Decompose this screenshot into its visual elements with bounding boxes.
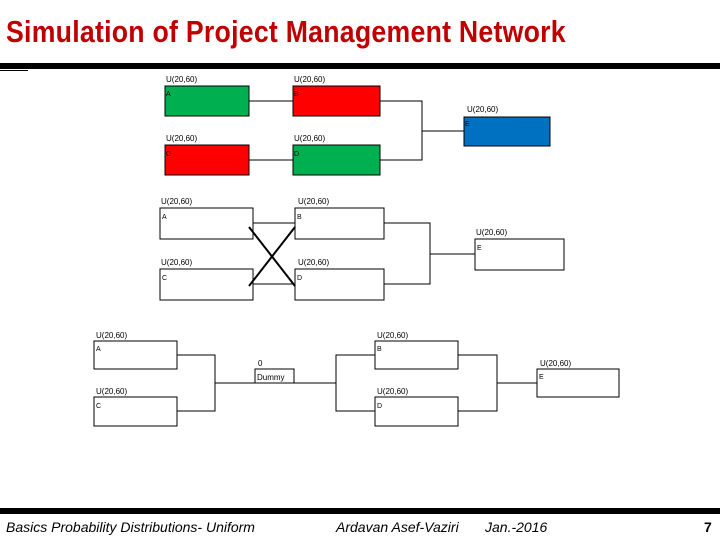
n3-e-name: E — [539, 374, 544, 381]
n2-b-dist: U(20,60) — [298, 197, 330, 206]
n2-e-name: E — [477, 245, 482, 252]
n3-c-dist: U(20,60) — [96, 387, 128, 396]
activity-a-box — [94, 341, 177, 369]
n1-d-name: D — [294, 151, 300, 158]
n3-d-dist: U(20,60) — [377, 387, 409, 396]
n1-e-name: E — [465, 121, 470, 128]
footer-author: Ardavan Asef-Vaziri — [336, 519, 459, 535]
n2-d-name: D — [297, 275, 303, 282]
network-1 — [165, 86, 550, 175]
activity-a-box — [165, 86, 249, 116]
n2-e-dist: U(20,60) — [476, 228, 508, 237]
page-number: 7 — [704, 519, 712, 535]
slide-title: Simulation of Project Management Network — [6, 14, 566, 49]
n3-dummy-name: Dummy — [257, 373, 285, 382]
n2-c-dist: U(20,60) — [161, 258, 193, 267]
n3-dummy-value: 0 — [258, 359, 263, 368]
activity-c-box — [160, 269, 253, 300]
n3-b-name: B — [377, 346, 382, 353]
footer-date: Jan.-2016 — [485, 519, 548, 535]
activity-b-box — [295, 208, 384, 239]
activity-e-box — [464, 117, 550, 146]
activity-a-box — [160, 208, 253, 239]
arc-merge — [384, 223, 430, 284]
activity-c-box — [94, 397, 177, 426]
activity-e-box — [475, 239, 564, 270]
arc-merge — [380, 101, 422, 160]
n1-d-dist: U(20,60) — [294, 134, 326, 143]
network-3 — [94, 341, 619, 426]
arc-merge-ac — [177, 355, 215, 411]
n3-a-name: A — [96, 346, 101, 353]
footer-course: Basics Probability Distributions- Uniform — [6, 519, 255, 535]
n1-c-dist: U(20,60) — [166, 134, 198, 143]
n1-a-name: A — [166, 91, 171, 98]
n2-c-name: C — [162, 275, 168, 282]
activity-b-box — [293, 86, 380, 116]
n1-c-name: C — [166, 151, 172, 158]
activity-b-box — [375, 341, 458, 369]
n3-e-dist: U(20,60) — [540, 359, 572, 368]
n3-b-dist: U(20,60) — [377, 331, 409, 340]
activity-e-box — [537, 369, 619, 397]
footer-divider — [0, 508, 720, 514]
n2-d-dist: U(20,60) — [298, 258, 330, 267]
n3-d-name: D — [377, 403, 383, 410]
n2-a-name: A — [162, 214, 167, 221]
activity-c-box — [165, 145, 249, 175]
n2-a-dist: U(20,60) — [161, 197, 193, 206]
network-2 — [160, 208, 564, 300]
activity-d-box — [375, 397, 458, 426]
activity-d-box — [295, 269, 384, 300]
n3-c-name: C — [96, 403, 102, 410]
arc-merge-bd — [458, 355, 497, 411]
n2-b-name: B — [297, 214, 302, 221]
n1-b-dist: U(20,60) — [294, 75, 326, 84]
n3-a-dist: U(20,60) — [96, 331, 128, 340]
activity-d-box — [293, 145, 380, 175]
n1-b-name: B — [294, 91, 299, 98]
n1-e-dist: U(20,60) — [467, 105, 499, 114]
arc-split-bd — [336, 355, 375, 411]
n1-a-dist: U(20,60) — [166, 75, 198, 84]
